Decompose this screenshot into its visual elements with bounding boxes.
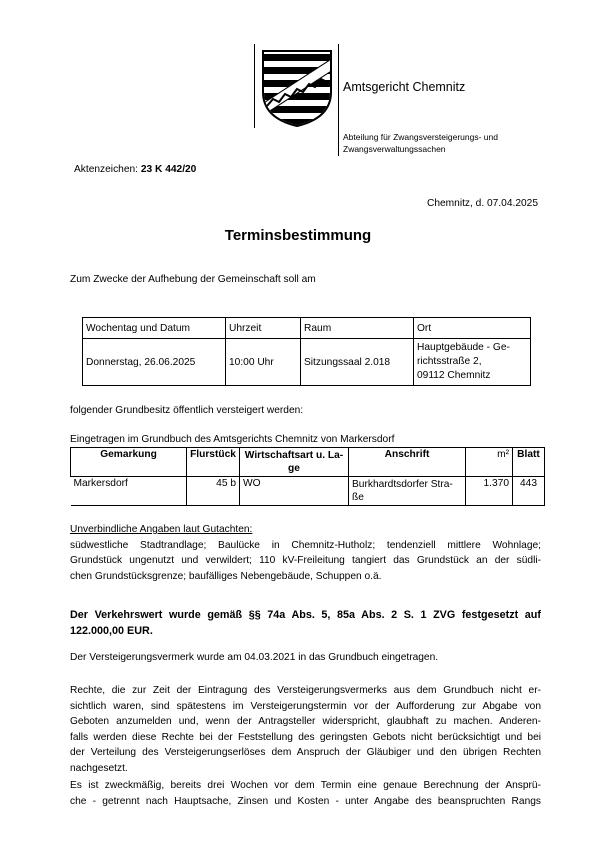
zweck-section [70, 778, 541, 809]
cell-time: 10:00 Uhr [226, 339, 301, 386]
wirtschaftsart-line-2: ge [288, 463, 300, 474]
table-row [83, 318, 531, 339]
anschrift-line-2: ße [352, 492, 364, 503]
cell-m2: 1.370 [466, 477, 513, 506]
header-flurstueck: Flurstück [187, 448, 240, 477]
wirtschaftsart-line-1: Wirtschaftsart u. La- [244, 450, 344, 461]
rechte-section [70, 683, 541, 777]
file-number-label: Aktenzeichen: [74, 164, 138, 175]
intro-text: Zum Zwecke der Aufhebung der Gemeinschaft soll am [70, 274, 316, 285]
header-gemarkung: Gemarkung [71, 448, 187, 477]
rechte-line-1: Rechte, die zur Zeit der Eintragung des Versteigerungsvermerks aus dem Grundbuch nicht er- [70, 685, 541, 696]
anschrift-line-1: Burkhardtsdorfer Stra- [352, 479, 453, 490]
header-blatt: Blatt [513, 448, 545, 477]
department-line-1: Abteilung für Zwangsversteigerungs- und [343, 132, 498, 142]
appointment-table [82, 317, 531, 386]
cell-gemarkung: Markersdorf [71, 477, 187, 506]
gutachten-heading: Unverbindliche Angaben laut Gutachten: [70, 524, 253, 535]
coat-of-arms-logo [259, 48, 335, 128]
rechte-line-5: der Verteilung des Versteigerungserlöses dem Anspruch der Gläubiger und den übrigen Rechten [70, 747, 541, 759]
gutachten-section [70, 522, 541, 584]
rechte-line-6: nachgesetzt. [70, 762, 128, 774]
cell-wirtschaftsart: WO [240, 477, 349, 506]
verkehrswert-section [70, 608, 541, 639]
after-table-text: folgender Grundbesitz öffentlich versteigert werden: [70, 405, 304, 416]
verkehrswert-line-2: 122.000,00 EUR. [70, 624, 153, 637]
table-row [71, 477, 545, 506]
cell-blatt: 443 [513, 477, 545, 506]
header-place: Ort [414, 318, 531, 339]
header-anschrift: Anschrift [349, 448, 466, 477]
cell-date: Donnerstag, 26.06.2025 [83, 339, 226, 386]
table-row [71, 448, 545, 477]
header-rule-right [338, 44, 339, 156]
vermerk-text: Der Versteigerungsvermerk wurde am 04.03.2021 in das Grundbuch eingetragen. [70, 652, 439, 663]
cell-flurstueck: 45 b [187, 477, 240, 506]
rechte-line-4: falls werden diese Rechte bei der Feststellung des geringsten Gebots nicht berücksichtigt und bei [70, 731, 541, 743]
file-number: 23 K 442/20 [140, 164, 197, 175]
header-time: Uhrzeit [226, 318, 301, 339]
zweck-line-1: Es ist zweckmäßig, bereits drei Wochen vor dem Termin eine genaue Berechnung der Ansprü- [70, 780, 541, 791]
header-rule-left [254, 44, 255, 128]
department-line-2: Zwangsverwaltungssachen [343, 144, 446, 154]
verkehrswert-line-1: Der Verkehrswert wurde gemäß §§ 74a Abs. 5, 85a Abs. 2 S. 1 ZVG festgesetzt auf [70, 609, 541, 621]
header-wirtschaftsart [240, 448, 349, 477]
cell-place [414, 339, 531, 386]
gutachten-line-1: südwestliche Stadtrandlage; Baulücke in Chemnitz-Hutholz; tendenziell mittlere Wohnlage; [70, 539, 541, 551]
header-m2: m² [466, 448, 513, 477]
rechte-line-2: sichtlich waren, sind spätestens im Versteigerungstermin vor der Aufforderung zur Abgabe von [70, 700, 541, 712]
document-title: Terminsbestimmung [224, 227, 372, 244]
rechte-line-3: Geboten anzumelden und, wenn der Antragsteller widerspricht, glaubhaft zu machen. Anderen- [70, 716, 541, 728]
file-number-line [74, 164, 196, 175]
zweck-line-2: che - getrennt nach Hauptsache, Zinsen und Kosten - unter Angabe des beanspruchten Rangs [70, 795, 541, 807]
gutachten-line-3: chen Grundstücksgrenze; baufälliges Nebengebäude, Schuppen o.ä. [70, 570, 382, 582]
place-line-1: Hauptgebäude - Ge- [417, 342, 510, 353]
cell-anschrift [349, 477, 466, 506]
place-date: Chemnitz, d. 07.04.2025 [426, 198, 538, 209]
gutachten-line-2: Grundstück ungenutzt und verwildert; 110 kV-Freileitung tangiert das Grundstück an der südli- [70, 555, 541, 567]
court-name: Amtsgericht Chemnitz [343, 80, 466, 94]
place-line-3: 09112 Chemnitz [417, 370, 491, 381]
land-table [70, 447, 545, 506]
register-line: Eingetragen im Grundbuch des Amtsgerichts Chemnitz von Markersdorf [70, 434, 395, 445]
place-line-2: richtsstraße 2, [417, 356, 482, 367]
cell-room: Sitzungssaal 2.018 [301, 339, 414, 386]
header-room: Raum [301, 318, 414, 339]
header-date: Wochentag und Datum [83, 318, 226, 339]
table-row [83, 339, 531, 386]
